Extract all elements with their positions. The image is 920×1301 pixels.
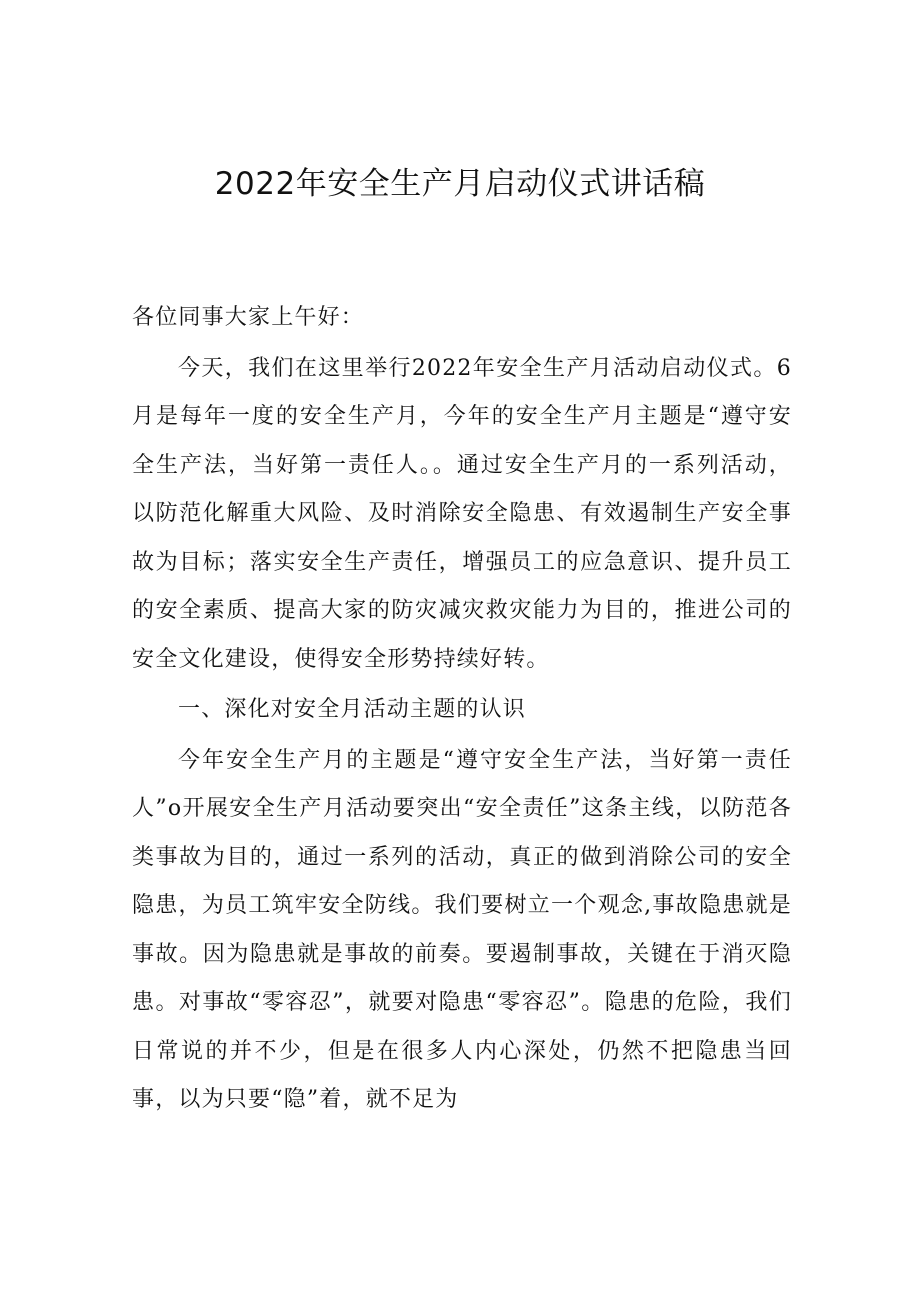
document-title: 2022年安全生产月启动仪式讲话稿 xyxy=(214,166,706,202)
intro-paragraph: 今天，我们在这里举行2022年安全生产月活动启动仪式。6月是每年一度的安全生产月，今年的安全生产月主题是“遵守安全生产法，当好第一责任人。。通过安全生产月的一系列活动，以防范化解重大风险、及时消除安全隐患、有效遏制生产安全事故为目标；落实安全生产责任，增强员工的应急意识、提升员工的安全素质、提高大家的防灾减灾救灾能力为目的，推进公司的安全文化建设，使得安全形势持续好转。 xyxy=(132,355,792,672)
section-heading-1: 一、深化对安全月活动主题的认识 xyxy=(178,697,527,722)
salutation-paragraph: 各位同事大家上午好： xyxy=(132,305,365,330)
section-1-paragraph: 今年安全生产月的主题是“遵守安全生产法，当好第一责任人”o开展安全生产月活动要突出“安全责任”这条主线，以防范各类事故为目的，通过一系列的活动，真正的做到消除公司的安全隐患，为员工筑牢安全防线。我们要树立一个观念,事故隐患就是事故。因为隐患就是事故的前奏。要遏制事故，关键在于消灭隐患。对事故“零容忍”，就要对隐患“零容忍”。隐患的危险，我们日常说的并不少，但是在很多人内心深处，仍然不把隐患当回事，以为只要“隐”着，就不足为 xyxy=(132,747,792,1112)
document-body xyxy=(132,294,792,1125)
